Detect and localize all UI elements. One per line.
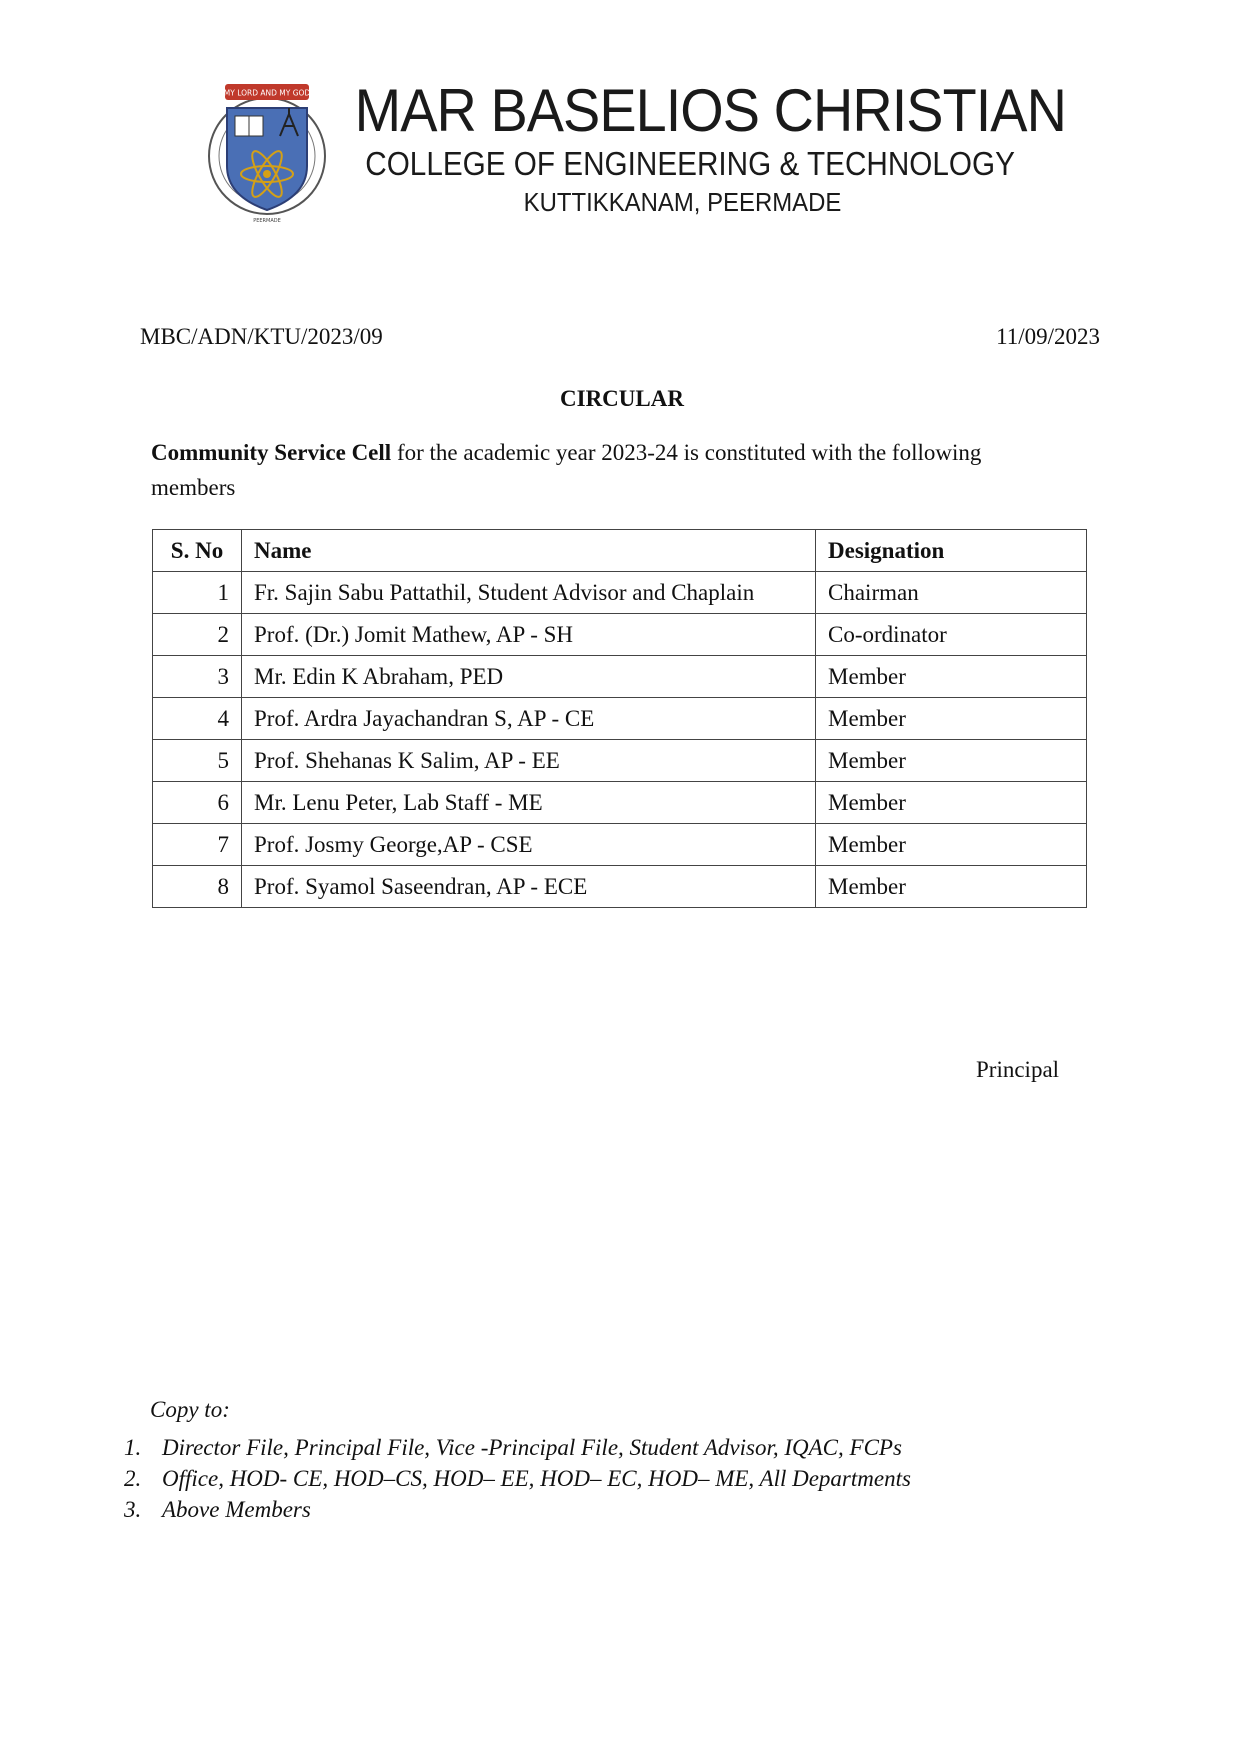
table-row: [153, 782, 1087, 824]
cell-sno: 3: [153, 656, 242, 698]
svg-text:PEERMADE: PEERMADE: [253, 218, 281, 224]
intro-bold-text: Community Service Cell: [151, 440, 392, 465]
copy-to-item: Director File, Principal File, Vice -Principal File, Student Advisor, IQAC, FCPs: [162, 1435, 902, 1460]
cell-name: Mr. Edin K Abraham, PED: [242, 656, 816, 698]
circular-date: 11/09/2023: [996, 324, 1100, 349]
cell-designation: Member: [816, 866, 1087, 908]
cell-name: Prof. Ardra Jayachandran S, AP - CE: [242, 698, 816, 740]
column-header-designation: Designation: [816, 530, 1087, 572]
table-row: [153, 656, 1087, 698]
table-row: [153, 698, 1087, 740]
cell-designation: Chairman: [816, 572, 1087, 614]
copy-to-item: Office, HOD- CE, HOD–CS, HOD– EE, HOD– EC, HOD– ME, All Departments: [162, 1466, 911, 1491]
college-name-block: [330, 77, 1066, 220]
table-header-row: [153, 530, 1087, 572]
cell-designation: Co-ordinator: [816, 614, 1087, 656]
table-row: [153, 572, 1087, 614]
cell-designation: Member: [816, 656, 1087, 698]
column-header-sno: S. No: [153, 530, 242, 572]
list-item: 3. Above Members: [124, 1497, 311, 1522]
cell-sno: 8: [153, 866, 242, 908]
copy-to-item: Above Members: [162, 1497, 311, 1522]
letterhead: [205, 77, 1066, 228]
college-name: MAR BASELIOS CHRISTIAN: [354, 77, 1066, 144]
reference-number: MBC/ADN/KTU/2023/09: [140, 324, 383, 349]
cell-sno: 7: [153, 824, 242, 866]
cell-sno: 6: [153, 782, 242, 824]
cell-name: Prof. (Dr.) Jomit Mathew, AP - SH: [242, 614, 816, 656]
cell-designation: Member: [816, 824, 1087, 866]
college-location: KUTTIKKANAM, PEERMADE: [523, 187, 842, 217]
members-table: [152, 529, 1087, 908]
cell-name: Prof. Josmy George,AP - CSE: [242, 824, 816, 866]
logo-motto: MY LORD AND MY GOD: [223, 88, 311, 98]
copy-to-label: Copy to:: [150, 1397, 230, 1422]
list-item: 2. Office, HOD- CE, HOD–CS, HOD– EE, HOD– EC, HOD– ME, All Departments: [124, 1466, 911, 1491]
table-row: [153, 866, 1087, 908]
cell-name: Fr. Sajin Sabu Pattathil, Student Advisor and Chaplain: [242, 572, 816, 614]
document-title: CIRCULAR: [560, 386, 684, 411]
cell-name: Prof. Syamol Saseendran, AP - ECE: [242, 866, 816, 908]
table-row: [153, 614, 1087, 656]
intro-text: for the academic year 2023-24 is constituted with the following members: [151, 440, 982, 500]
column-header-name: Name: [242, 530, 816, 572]
list-item: 1. Director File, Principal File, Vice -Principal File, Student Advisor, IQAC, FCPs: [124, 1435, 902, 1460]
cell-designation: Member: [816, 698, 1087, 740]
copy-to-list: [124, 1432, 911, 1525]
cell-sno: 4: [153, 698, 242, 740]
college-subtitle: COLLEGE OF ENGINEERING & TECHNOLOGY: [365, 145, 1015, 182]
table-row: [153, 740, 1087, 782]
intro-paragraph: [151, 435, 1071, 505]
signatory-title: Principal: [976, 1057, 1060, 1082]
cell-name: Prof. Shehanas K Salim, AP - EE: [242, 740, 816, 782]
cell-designation: Member: [816, 740, 1087, 782]
college-logo: [205, 78, 330, 226]
cell-sno: 5: [153, 740, 242, 782]
cell-name: Mr. Lenu Peter, Lab Staff - ME: [242, 782, 816, 824]
cell-designation: Member: [816, 782, 1087, 824]
cell-sno: 1: [153, 572, 242, 614]
table-row: [153, 824, 1087, 866]
cell-sno: 2: [153, 614, 242, 656]
